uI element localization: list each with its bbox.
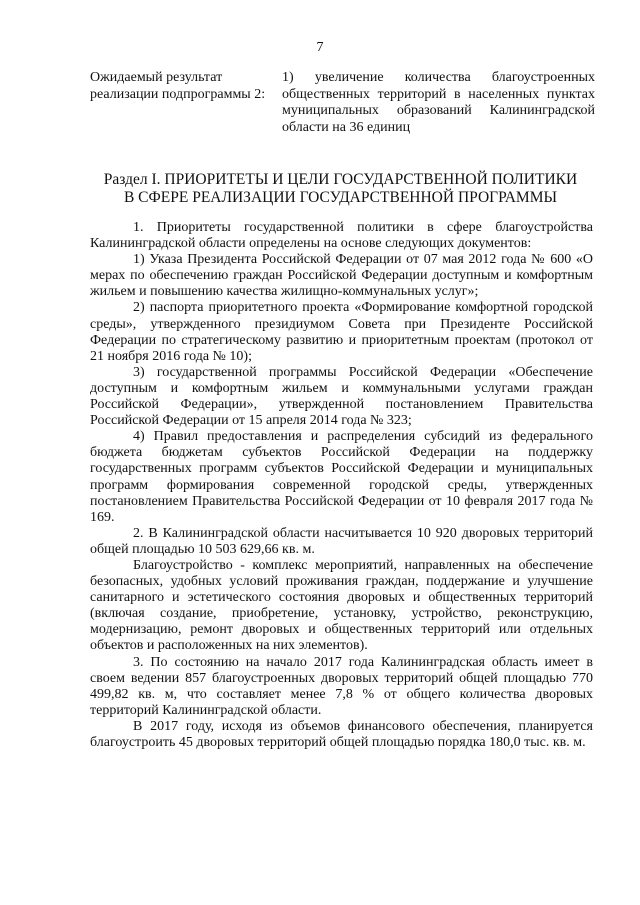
body-text [90, 220, 593, 751]
section-heading [88, 171, 593, 207]
paragraph-state-program: 3) государственной программы Российской Федерации «Обеспечение доступным и комфортным жильем и коммунальными услугами граждан Российской Федерации», утвержденной постановлением Правительства Российской Федерации от 15 апреля 2014 года № 323; [90, 364, 593, 429]
expected-result-label: Ожидаемый результат реализации подпрограммы 2: [90, 70, 266, 102]
expected-result-block [90, 70, 595, 136]
expected-result-value: 1) увеличение количества благоустроенных общественных территорий в населенных пунктах муниципальных образований Калининградской области на 36 единиц [282, 70, 595, 135]
paragraph-project-passport: 2) паспорта приоритетного проекта «Формирование комфортной городской среды», утвержденного президиумом Совета при Президенте Российской Федерации по стратегическому развитию и приоритетным проектам (протокол от 21 ноября 2016 года № 10); [90, 300, 593, 364]
section-title-line-1: Раздел I. ПРИОРИТЕТЫ И ЦЕЛИ ГОСУДАРСТВЕННОЙ ПОЛИТИКИ [103, 171, 578, 188]
paragraph-subsidy-rules: 4) Правил предоставления и распределения субсидий из федерального бюджета бюджетам субъектов Российской Федерации на поддержку государственных программ субъектов Российской Федерации и муниципальных программ формирования современной городской среды, утвержденных постановлением Правительства Российской Федерации от 10 февраля 2017 года № 169. [90, 429, 593, 525]
paragraph-priorities: 1. Приоритеты государственной политики в сфере благоустройства Калининградской области определены на основе следующих документов: [90, 220, 593, 252]
paragraph-yard-territories: 2. В Калининградской области насчитывается 10 920 дворовых территорий общей площадью 10 503 629,66 кв. м. [90, 525, 593, 557]
page-number: 7 [316, 40, 324, 55]
paragraph-plan-2017: В 2017 году, исходя из объемов финансового обеспечения, планируется благоустроить 45 дворовых территорий общей площадью порядка 180,0 тыс. кв. м. [90, 718, 593, 750]
paragraph-decree-600: 1) Указа Президента Российской Федерации от 07 мая 2012 года № 600 «О мерах по обеспечению граждан Российской Федерации доступным и комфортным жильем и повышению качества жилищно-коммунальных услуг»; [90, 252, 593, 300]
paragraph-improvement-definition: Благоустройство - комплекс мероприятий, направленных на обеспечение безопасных, удобных условий проживания граждан, поддержание и улучшение санитарного и эстетического состояния дворовых и общественных территорий (включая создание, приобретение, установку, устройство, реконструкцию, модернизацию, ремонт дворовых и общественных территорий или отдельных объектов и расположенных на них элементов). [90, 557, 593, 654]
section-title-line-2: В СФЕРЕ РЕАЛИЗАЦИИ ГОСУДАРСТВЕННОЙ ПРОГРАММЫ [123, 189, 558, 206]
paragraph-improved-territories: 3. По состоянию на начало 2017 года Калининградская область имеет в своем ведении 857 благоустроенных дворовых территорий общей площадью 770 499,82 кв. м, что составляет менее 7,8 % от общего количества дворовых территорий Калининградской области. [90, 654, 593, 718]
